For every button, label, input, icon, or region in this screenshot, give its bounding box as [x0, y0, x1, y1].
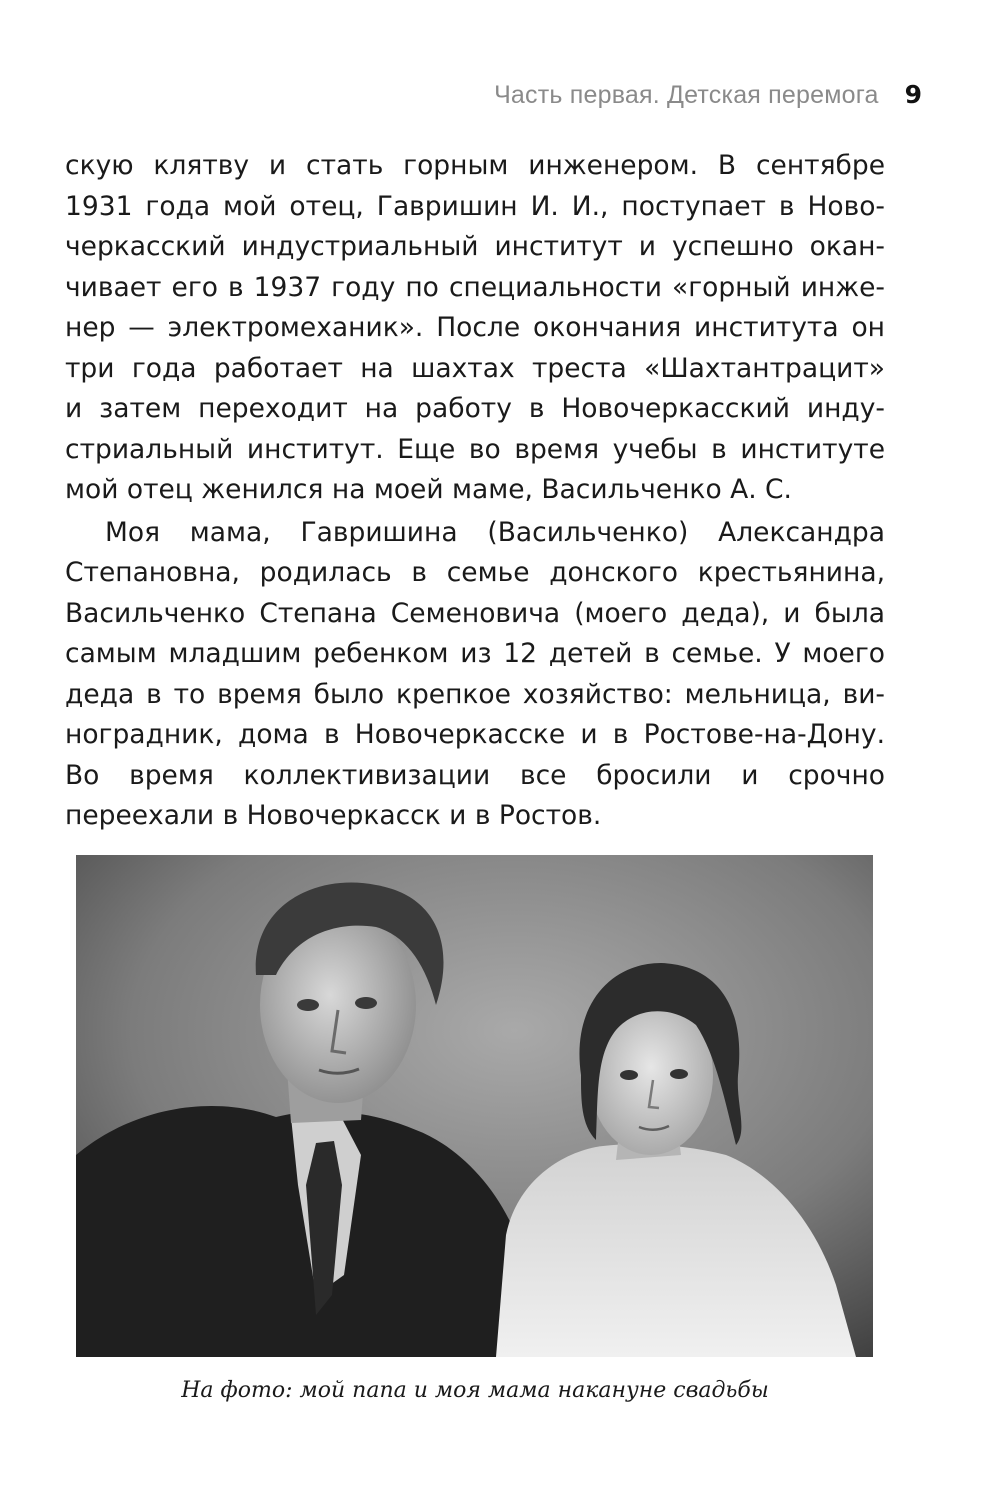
- text-line: стриальный институт. Еще во время учебы в институте: [65, 433, 885, 465]
- text-line: нер — электромеханик». После окончания института он: [65, 312, 885, 343]
- photo-caption: На фото: мой папа и моя мама накануне свадьбы: [181, 1378, 769, 1403]
- running-title: Часть первая. Детская перемога: [494, 81, 879, 109]
- text-line: чивает его в 1937 году по специальности «горный инже-: [65, 271, 885, 303]
- text-line: мой отец женился на моей маме, Васильченко А. С.: [65, 474, 792, 505]
- text-line: черкасский индустриальный институт и успешно окан-: [65, 231, 885, 262]
- text-line: и затем переходит на работу в Новочеркасский инду-: [65, 393, 885, 424]
- text-line: три года работает на шахтах треста «Шахтантрацит»: [65, 352, 885, 384]
- photo-portrait-couple-icon: [76, 855, 873, 1357]
- running-head: [0, 80, 922, 116]
- text-line: Степановна, родилась в семье донского крестьянина,: [65, 557, 885, 588]
- text-line: переехали в Новочеркасск и в Ростов.: [65, 800, 602, 831]
- text-line: ноградник, дома в Новочеркасске и в Ростове-на-Дону.: [65, 719, 885, 750]
- text-line: самым младшим ребенком из 12 детей в семье. У моего: [65, 638, 885, 669]
- text-line: Васильченко Степана Семеновича (моего деда), и была: [65, 597, 885, 629]
- text-line: деда в то время было крепкое хозяйство: мельница, ви-: [65, 678, 885, 710]
- text-line: скую клятву и стать горным инженером. В сентябре: [65, 150, 885, 181]
- text-line: Моя мама, Гавришина (Васильченко) Александра: [105, 516, 885, 548]
- text-line: Во время коллективизации все бросили и срочно: [65, 759, 885, 791]
- paragraph-2: [65, 513, 885, 837]
- body-text: [65, 146, 885, 837]
- text-line: 1931 года мой отец, Гавришин И. И., поступает в Ново-: [65, 190, 885, 222]
- couple-photo: [76, 855, 873, 1357]
- page-number: 9: [904, 80, 922, 109]
- paragraph-1: [65, 146, 885, 511]
